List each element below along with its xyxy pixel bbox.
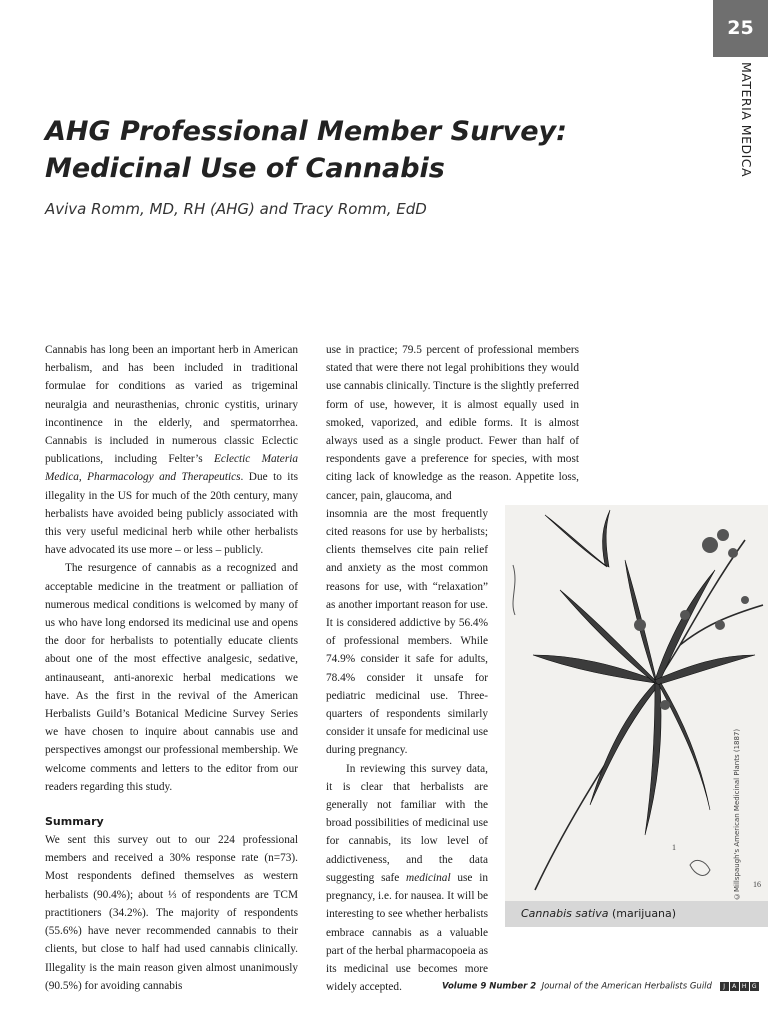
caption-species: Cannabis sativa [521,907,609,920]
article-title [45,113,685,187]
paragraph-usage: use in practice; 79.5 percent of professional members stated that were there not legal prohibitions they would use cannabis clinically. Tincture is the slightly preferred form of use, however, it is almost equally used in smoked, vaporized, and edible forms. It is almost always used as a single product. Fewer than half of respondents gave a preference for species, with most citing lack of knowledge as the reason. Appetite loss, cancer, pain, glaucoma, and [326,344,579,502]
paragraph-summary: We sent this survey out to our 224 professional members and received a 30% response rate (n=73). Most respondents defined themselves as western herbalists (90.4%); about ⅓ of respondents are TCM practitioners (34.2%). The majority of respondents (55.6%) have never recommended cannabis to their clients, but close to half had used cannabis clinically. Illegality is the main reason given almost unanimously (90.5%) for avoiding cannabis [45,834,298,992]
review-text: In reviewing this survey data, it is clear that herbalists are generally not familiar with the broad possibilities of medicinal use for cannabis, its low level of addictiveness, and the data suggesting safe [326,762,488,884]
title-line-2: Medicinal Use of Cannabis [45,153,445,184]
summary-heading: Summary [45,815,104,829]
illustration-credit: ©Millspaugh's American Medicinal Plants (1887) [733,728,741,900]
medicinal-emphasis: medicinal [406,871,451,884]
cannabis-leaf-drawing [505,505,768,901]
section-label: MATERIA MEDICA [739,62,754,178]
plate-number: 16 [753,880,761,889]
logo-letter-g: G [750,982,759,991]
book-title: Eclectic Materia Medica, Pharmacology and Therapeutics [45,453,299,484]
paragraph-usage-cont: insomnia are the most frequently cited reasons for use by herbalists; clients themselves cite pain relief and anxiety as the most common reasons for use, with “relaxation” as another important reason for use. It is considered addictive by 56.4% of professional members. While 74.9% consider it safe for adults, 78.4% consider it unsafe for pediatric medicinal use. Three-quarters of respondents similarly consider it unsafe for medicinal use during pregnancy. [326,507,488,757]
figure-caption [505,901,768,927]
main-stem [535,540,745,890]
footer-volume: Volume 9 Number 2 [442,981,537,992]
figure-label-1: 1 [672,843,676,852]
page-footer [442,981,760,992]
article-authors: Aviva Romm, MD, RH (AHG) and Tracy Romm, EdD [45,200,427,218]
footer-journal: Journal of the American Herbalists Guild [541,981,712,992]
ahg-logo-icon [720,981,760,991]
paragraph-intro [45,341,298,559]
logo-letter-j: J [720,982,729,991]
paragraph-review [326,760,488,997]
intro-text: Cannabis has long been an important herb in American herbalism, and has been included in traditional formulae for conditions as varied as trigeminal neuralgia and neurasthenias, chronic cystitis, urinary incontinence in the elderly, and spermatorrhea. Cannabis is included in numerous classic Eclectic publications, including Felter’s [45,344,298,466]
intro-text-cont: . Due to its illegality in the US for much of the 20th century, many herbalists have avoided being publicly associated with this very useful medicinal herb while other herbalists have advocated its use more – or less – publicly. [45,471,298,557]
text-column-1 [45,341,298,995]
logo-letter-h: H [740,982,749,991]
review-text-cont: use in pregnancy, i.e. for nausea. It will be interesting to see whether herbalists embrace cannabis as a valuable part of the herbal pharmacopoeia as its medicinal use becomes more widely accepted. [326,871,488,994]
page-number: 25 [713,0,768,57]
title-line-1: AHG Professional Member Survey: [45,116,567,147]
cannabis-illustration [505,505,768,901]
logo-letter-a: A [730,982,739,991]
caption-common-name: (marijuana) [608,907,677,920]
paragraph-resurgence: The resurgence of cannabis as a recognized and acceptable medicine in the treatment or palliation of numerous medical conditions is welcomed by many of us who have long endorsed its medicinal use and opens the door for herbalists to potentially educate clients about one of the most effective analgesic, sedative, antinauseant, anti-anorexic herbal medications we have. As the first in the revival of the American Herbalists Guild’s Botanical Medicine Survey Series we have chosen to inquire about cannabis use and perspectives amongst our professional membership. We welcome comments and letters to the editor from our readers regarding this study. [45,562,298,793]
leaf-blades [533,510,755,835]
flower-clusters [634,529,749,710]
